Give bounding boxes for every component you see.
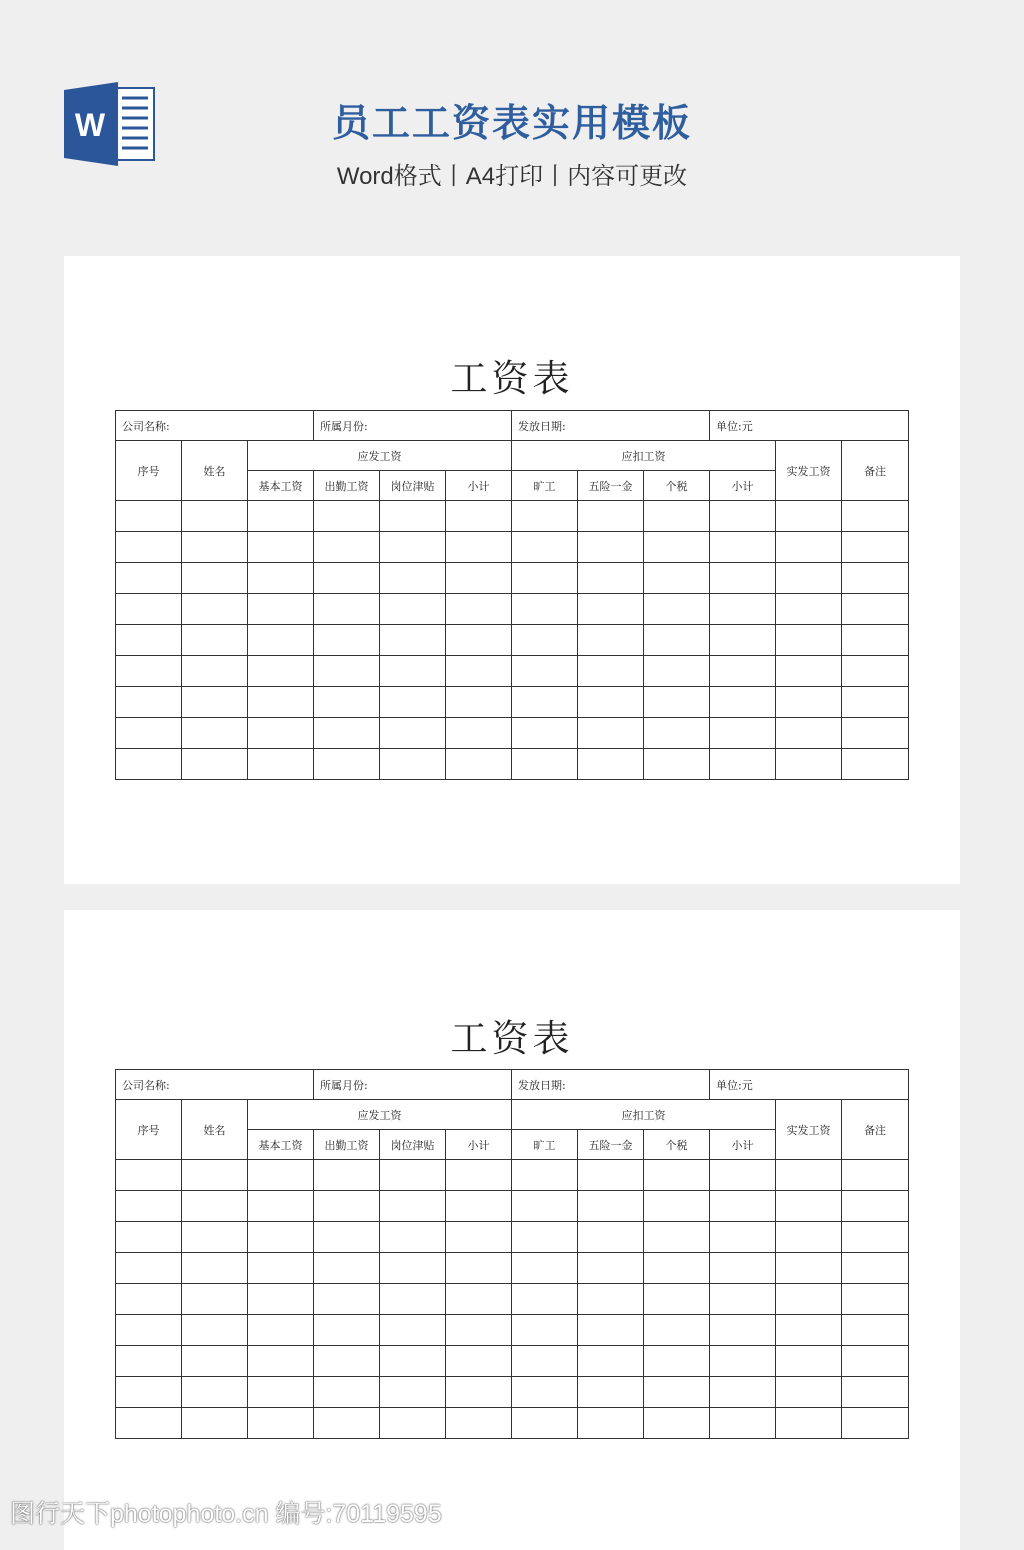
col-deduct-subtotal: 小计: [710, 471, 776, 501]
table-row: [116, 687, 909, 718]
col-insurance-fund: 五险一金: [578, 471, 644, 501]
document-page-1: [64, 256, 960, 884]
table-row: [116, 501, 909, 532]
table-row: [116, 1408, 909, 1439]
issue-date-field: 发放日期:: [512, 411, 710, 441]
table-row: [116, 1346, 909, 1377]
col-attendance-pay: 出勤工资: [314, 1130, 380, 1160]
watermark-text: 图行天下photophoto.cn 编号:70119595: [10, 1500, 442, 1528]
col-attendance-pay: 出勤工资: [314, 471, 380, 501]
col-name: 姓名: [182, 1100, 248, 1160]
col-name: 姓名: [182, 441, 248, 501]
col-group-deduct: 应扣工资: [512, 441, 776, 471]
info-row: [116, 1070, 909, 1100]
table-row: [116, 1253, 909, 1284]
month-field: 所属月份:: [314, 1070, 512, 1100]
table-row: [116, 1222, 909, 1253]
col-deduct-subtotal: 小计: [710, 1130, 776, 1160]
col-payable-subtotal: 小计: [446, 471, 512, 501]
payroll-table: [115, 1069, 909, 1439]
sheet-title: 工资表: [450, 1017, 574, 1060]
col-remark: 备注: [842, 441, 909, 501]
unit-field: 单位:元: [710, 411, 909, 441]
sheet-title: 工资表: [450, 357, 574, 400]
table-row: [116, 1284, 909, 1315]
word-logo-letter: W: [74, 107, 106, 143]
header-row-1: [116, 441, 909, 471]
table-row: [116, 594, 909, 625]
col-seq: 序号: [116, 441, 182, 501]
unit-field: 单位:元: [710, 1070, 909, 1100]
col-group-payable: 应发工资: [248, 441, 512, 471]
table-row: [116, 1160, 909, 1191]
company-name-field: 公司名称:: [116, 1070, 314, 1100]
col-income-tax: 个税: [644, 471, 710, 501]
table-row: [116, 1377, 909, 1408]
col-base-pay: 基本工资: [248, 1130, 314, 1160]
table-row: [116, 749, 909, 780]
col-absence: 旷工: [512, 1130, 578, 1160]
table-row: [116, 656, 909, 687]
col-income-tax: 个税: [644, 1130, 710, 1160]
col-seq: 序号: [116, 1100, 182, 1160]
page-title: 员工工资表实用模板: [331, 103, 692, 145]
col-absence: 旷工: [512, 471, 578, 501]
col-post-allowance: 岗位津贴: [380, 471, 446, 501]
col-base-pay: 基本工资: [248, 471, 314, 501]
table-row: [116, 625, 909, 656]
col-payable-subtotal: 小计: [446, 1130, 512, 1160]
payroll-table: [115, 410, 909, 780]
page-subtitle: Word格式丨A4打印丨内容可更改: [336, 163, 688, 190]
col-actual-pay: 实发工资: [776, 1100, 842, 1160]
table-row: [116, 532, 909, 563]
col-insurance-fund: 五险一金: [578, 1130, 644, 1160]
document-page-2: [64, 910, 960, 1550]
header-row-1: [116, 1100, 909, 1130]
info-row: [116, 411, 909, 441]
col-group-deduct: 应扣工资: [512, 1100, 776, 1130]
col-group-payable: 应发工资: [248, 1100, 512, 1130]
issue-date-field: 发放日期:: [512, 1070, 710, 1100]
col-post-allowance: 岗位津贴: [380, 1130, 446, 1160]
col-remark: 备注: [842, 1100, 909, 1160]
table-row: [116, 563, 909, 594]
table-row: [116, 1315, 909, 1346]
month-field: 所属月份:: [314, 411, 512, 441]
table-row: [116, 1191, 909, 1222]
table-row: [116, 718, 909, 749]
col-actual-pay: 实发工资: [776, 441, 842, 501]
company-name-field: 公司名称:: [116, 411, 314, 441]
